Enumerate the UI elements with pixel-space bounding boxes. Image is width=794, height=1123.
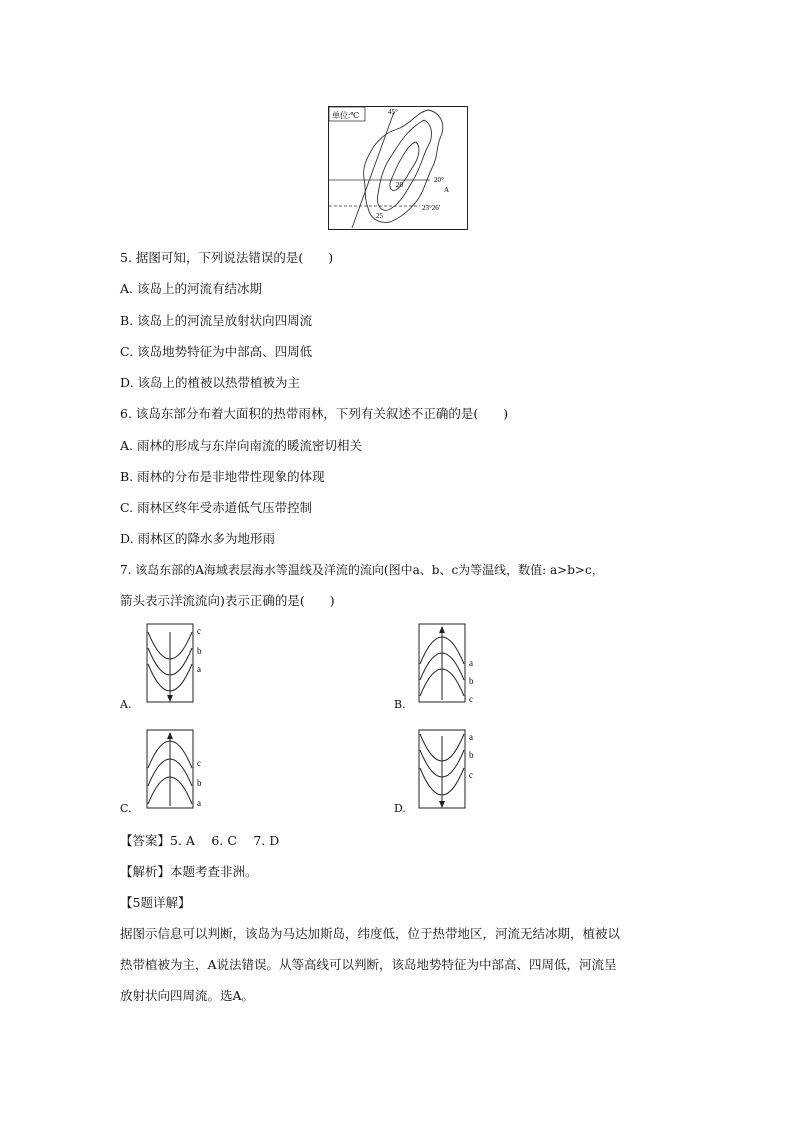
q7-option-a-figure — [146, 622, 212, 706]
q5-option-d: D. 该岛上的植被以热带植被为主 — [120, 375, 301, 390]
q6-option-c: C. 雨林区终年受赤道低气压带控制 — [120, 500, 313, 515]
q7-option-b-figure — [418, 622, 484, 706]
q7-option-b-letter: B. — [394, 698, 406, 711]
q7-c-label-1: c — [197, 758, 201, 768]
q6-option-d: D. 雨林区的降水多为地形雨 — [120, 531, 276, 546]
q7-b-label-1: a — [469, 658, 473, 668]
q7-option-c-letter: C. — [120, 802, 132, 815]
q7-option-c-figure — [146, 728, 212, 812]
analysis-text: 本题考查非洲。 — [170, 864, 258, 879]
q7-stem-line1: 7. 该岛东部的A海域表层海水等温线及洋流的流向(图中a、b、c为等温线，数值: a>b>c， — [120, 563, 604, 577]
q6-stem: 6. 该岛东部分布着大面积的热带雨林，下列有关叙述不正确的是( ) — [120, 406, 509, 421]
q7-a-label-2: b — [197, 646, 202, 656]
detail-title: 【5题详解】 — [120, 895, 191, 910]
q7-option-a-letter: A. — [120, 698, 132, 711]
analysis-line — [120, 864, 258, 880]
detail-line-3: 放射状向四周流。选A。 — [120, 988, 255, 1003]
q7-b-label-3: c — [469, 694, 473, 704]
q7-stem-line2: 箭头表示洋流流向)表示正确的是( ) — [120, 593, 335, 608]
analysis-title: 【解析】 — [120, 864, 171, 879]
q7-option-d-letter: D. — [394, 802, 406, 815]
map-lat-20: 20° — [434, 176, 444, 184]
q7-c-label-2: b — [197, 778, 202, 788]
map-lat-2326: 23°26′ — [422, 204, 441, 212]
q7-d-label-1: a — [469, 732, 473, 742]
q7-d-label-2: b — [469, 750, 474, 760]
q5-option-c: C. 该岛地势特征为中部高、四周低 — [120, 344, 313, 359]
island-map-figure — [328, 106, 468, 230]
q7-c-label-3: a — [197, 798, 201, 808]
q7-a-label-1: c — [197, 626, 201, 636]
answer-title: 【答案】 — [120, 833, 171, 848]
q5-option-b: B. 该岛上的河流呈放射状向四周流 — [120, 313, 313, 328]
answer-line — [120, 833, 279, 849]
q7-d-label-3: c — [469, 770, 473, 780]
map-isotherm-25: 25 — [376, 212, 383, 220]
map-point-a: A — [444, 186, 450, 194]
q6-option-a: A. 雨林的形成与东岸向南流的暖流密切相关 — [120, 438, 362, 453]
detail-line-2: 热带植被为主，A说法错误。从等高线可以判断，该岛地势特征为中部高、四周低，河流呈 — [120, 957, 617, 972]
answer-text: 5. A 6. C 7. D — [170, 833, 280, 848]
q7-b-label-2: b — [469, 676, 474, 686]
map-lat-45: 45° — [388, 108, 398, 116]
q6-option-b: B. 雨林的分布是非地带性现象的体现 — [120, 469, 325, 484]
map-unit-label: 单位:℃ — [332, 111, 360, 120]
q5-stem: 5. 据图可知，下列说法错误的是( ) — [120, 250, 334, 265]
q5-option-a: A. 该岛上的河流有结冰期 — [120, 281, 262, 296]
map-isotherm-20: 20 — [396, 181, 403, 189]
q7-a-label-3: a — [197, 664, 201, 674]
q7-option-d-figure — [418, 728, 484, 812]
detail-line-1: 据图示信息可以判断，该岛为马达加斯岛，纬度低，位于热带地区，河流无结冰期，植被以 — [120, 926, 621, 941]
